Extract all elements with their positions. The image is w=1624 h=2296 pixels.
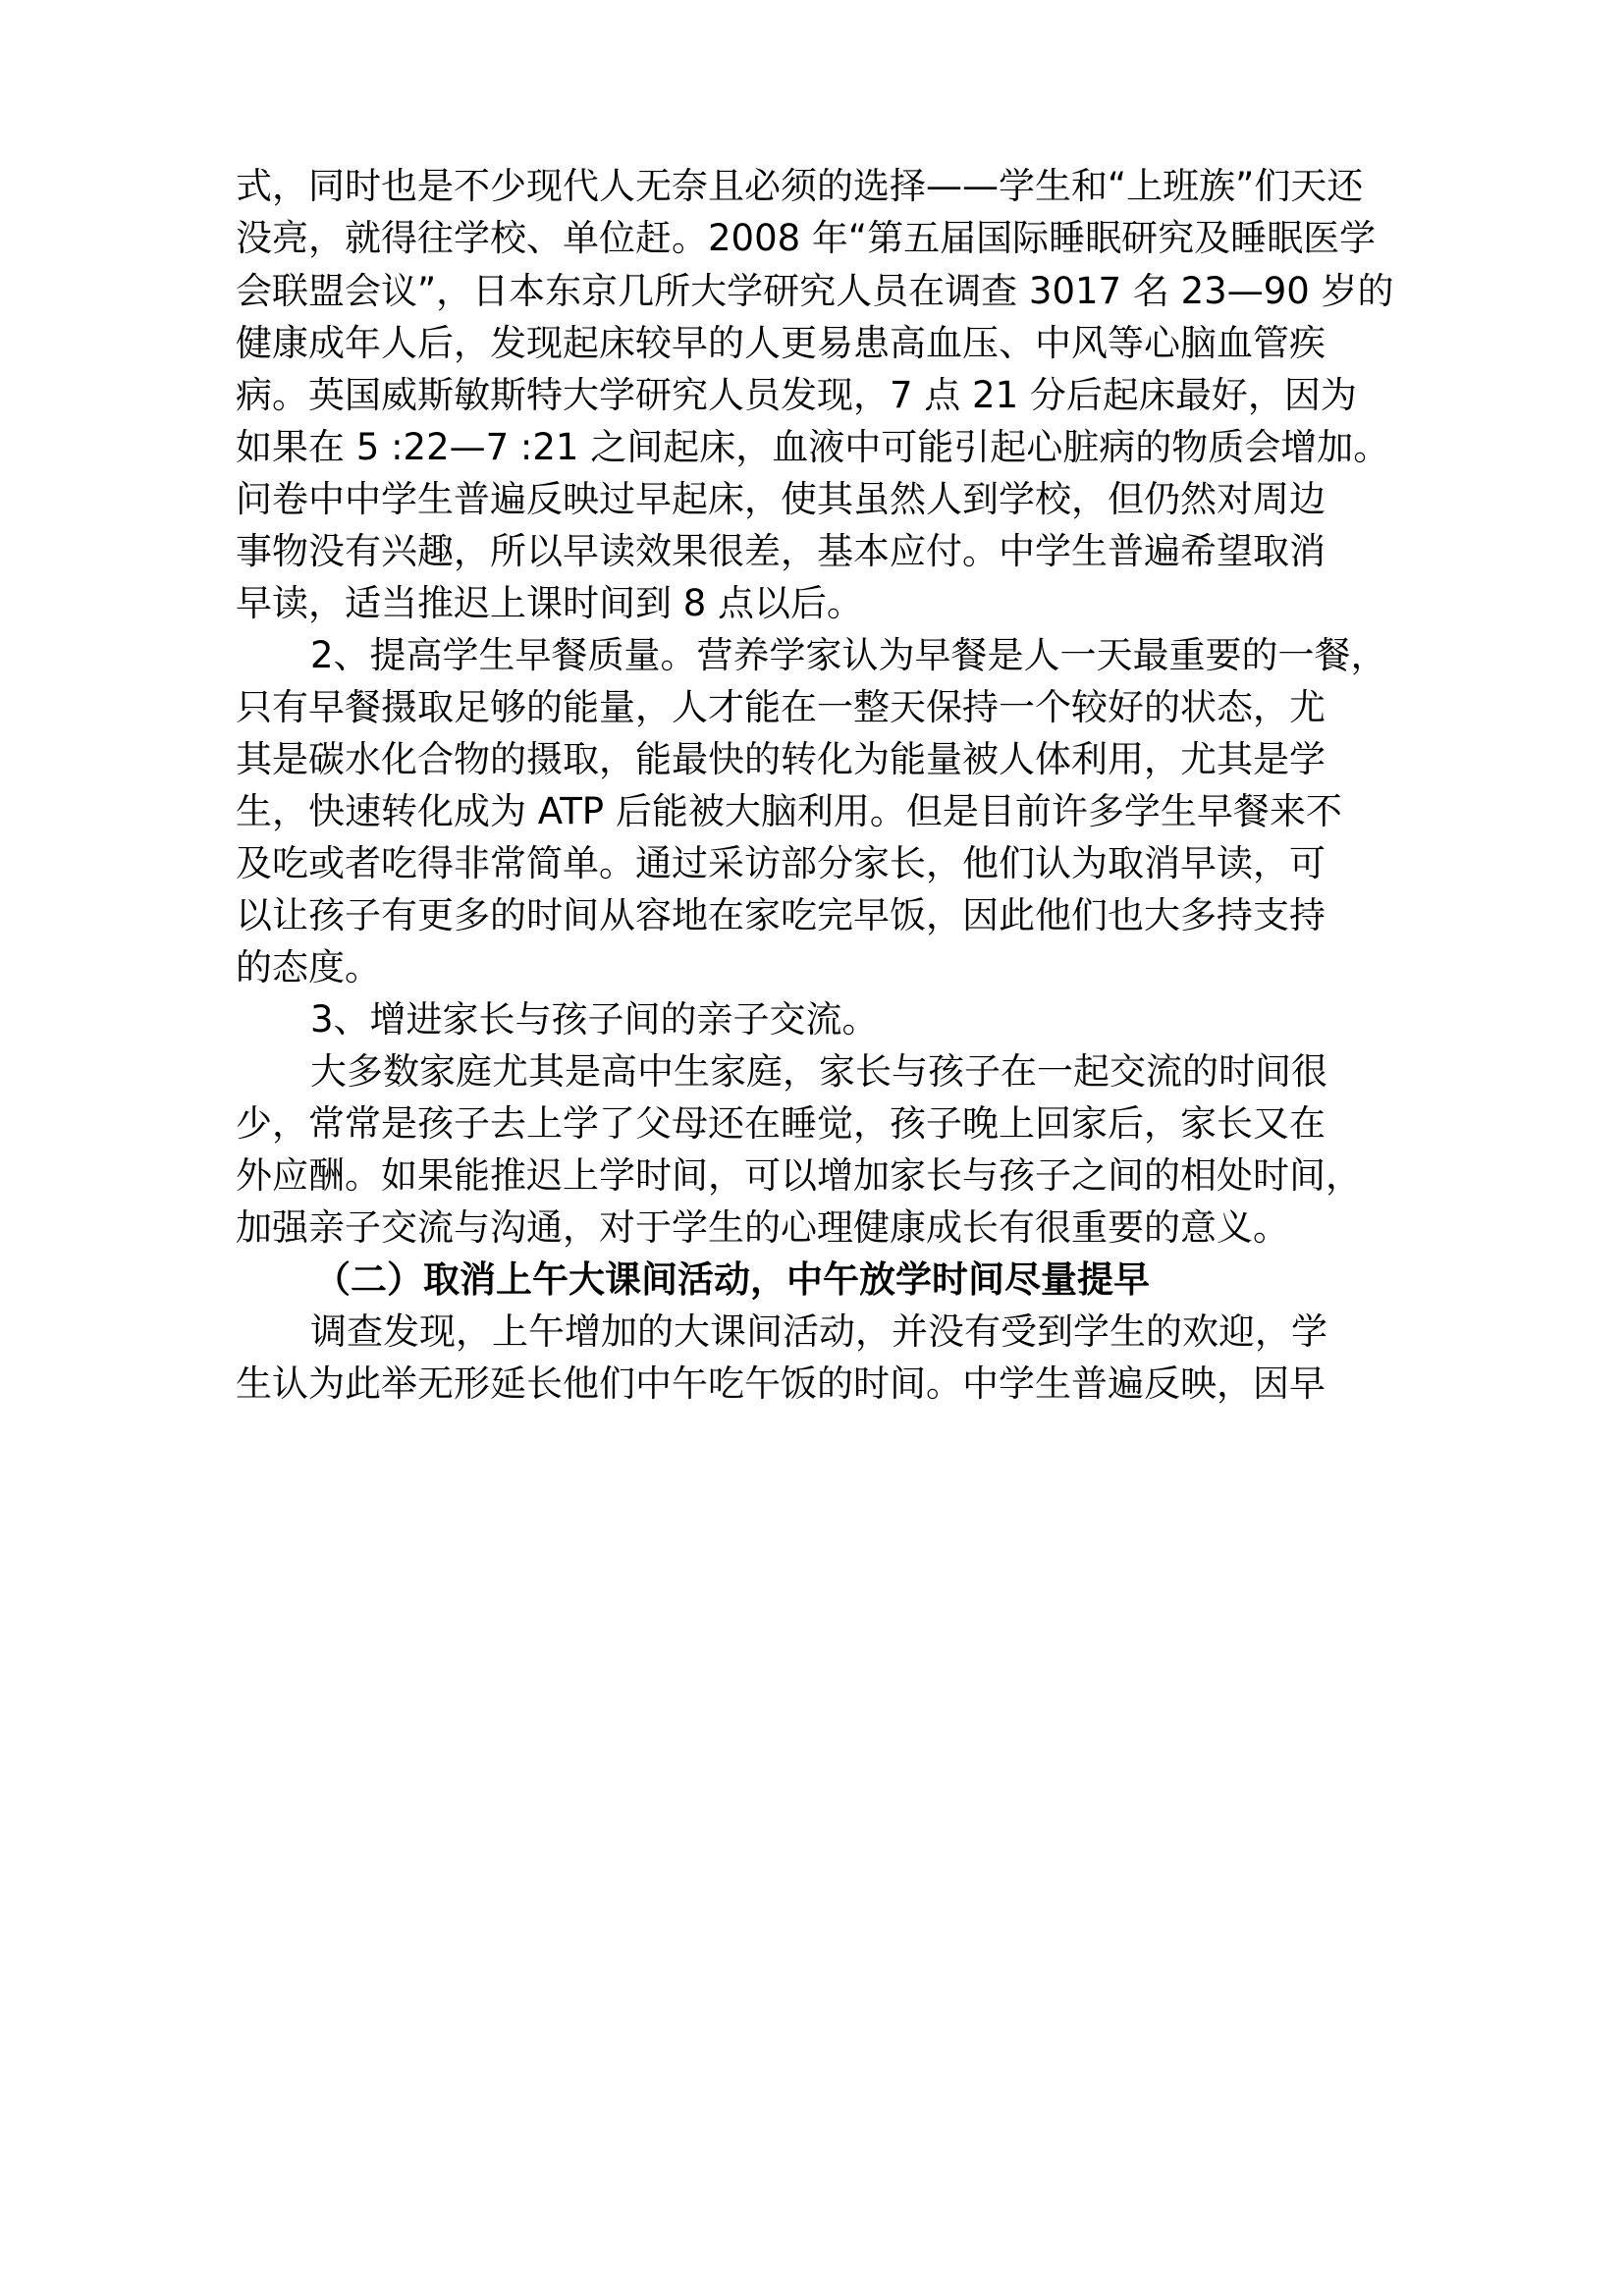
text-line: 会联盟会议”，日本东京几所大学研究人员在调查 3017 名 23—90 岁的 [236, 270, 1394, 312]
text-line: 如果在 5 :22—7 :21 之间起床，血液中可能引起心脏病的物质会增加。 [236, 426, 1390, 468]
text-line: 大多数家庭尤其是高中生家庭，家长与孩子在一起交流的时间很 [310, 1050, 1327, 1093]
text-line: 3、增进家长与孩子间的亲子交流。 [310, 998, 879, 1041]
text-line: 问卷中中学生普遍反映过早起床，使其虽然人到学校，但仍然对周边 [236, 478, 1326, 520]
text-line: 加强亲子交流与沟通，对于学生的心理健康成长有很重要的意义。 [236, 1206, 1289, 1249]
text-line: 其是碳水化合物的摄取，能最快的转化为能量被人体利用，尤其是学 [236, 738, 1326, 780]
text-line: 生认为此举无形延长他们中午吃午饭的时间。中学生普遍反映，因早 [236, 1362, 1326, 1405]
text-line: 式，同时也是不少现代人无奈且必须的选择——学生和“上班族”们天还 [236, 165, 1364, 207]
text-line: 只有早餐摄取足够的能量，人才能在一整天保持一个较好的状态，尤 [236, 686, 1326, 728]
text-line: 病。英国威斯敏斯特大学研究人员发现，7 点 21 分后起床最好，因为 [236, 374, 1357, 416]
text-line: 没亮，就得往学校、单位赶。2008 年“第五届国际睡眠研究及睡眠医学 [236, 217, 1377, 259]
text-line: 外应酬。如果能推迟上学时间，可以增加家长与孩子之间的相处时间， [236, 1154, 1362, 1197]
text-line: 早读，适当推迟上课时间到 8 点以后。 [236, 582, 864, 624]
section-heading: （二）取消上午大课间活动，中午放学时间尽量提早 [314, 1258, 1150, 1301]
text-line: 事物没有兴趣，所以早读效果很差，基本应付。中学生普遍希望取消 [236, 530, 1326, 572]
text-line: 健康成年人后，发现起床较早的人更易患高血压、中风等心脑血管疾 [236, 322, 1326, 364]
text-line: 生，快速转化成为 ATP 后能被大脑利用。但是目前许多学生早餐来不 [236, 790, 1342, 832]
text-line: 调查发现，上午增加的大课间活动，并没有受到学生的欢迎，学 [310, 1310, 1327, 1353]
text-line: 的态度。 [236, 946, 381, 988]
text-line: 2、提高学生早餐质量。营养学家认为早餐是人一天最重要的一餐， [310, 634, 1387, 676]
text-line: 以让孩子有更多的时间从容地在家吃完早饭，因此他们也大多持支持 [236, 894, 1326, 936]
text-line: 及吃或者吃得非常简单。通过采访部分家长，他们认为取消早读，可 [236, 842, 1326, 884]
text-line: 少，常常是孩子去上学了父母还在睡觉，孩子晚上回家后，家长又在 [236, 1102, 1326, 1145]
